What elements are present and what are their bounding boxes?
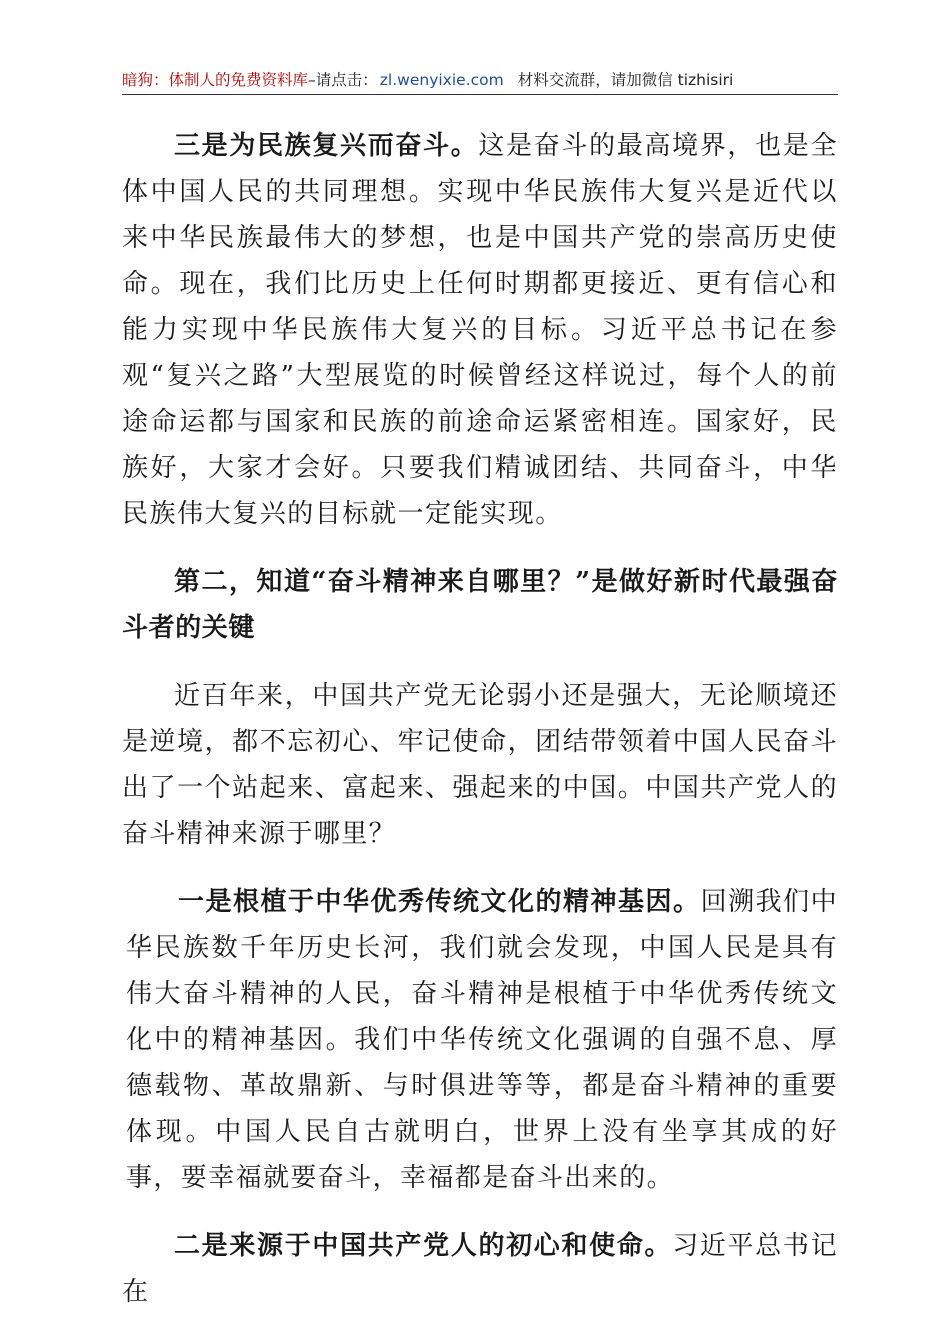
header-prompt-text: –请点击： bbox=[308, 71, 378, 89]
paragraph-lead-bold: 一是根植于中华优秀传统文化的精神基因。 bbox=[178, 887, 701, 917]
paragraph-text: 习近平总书记在 bbox=[122, 1231, 838, 1307]
section-heading: 第二，知道“奋斗精神来自哪里？”是做好新时代最强奋斗者的关键 bbox=[122, 567, 838, 643]
document-body bbox=[122, 123, 838, 1315]
paragraph-text: 近百年来，中国共产党无论弱小还是强大，无论顺境还是逆境，都不忘初心、牢记使命，团结带领着中国人民奋斗出了一个站起来、富起来、强起来的中国。中国共产党人的奋斗精神来源于哪里？ bbox=[122, 681, 838, 849]
header-group-text: 材料交流群，请加微信 tizhisiri bbox=[517, 71, 734, 89]
paragraph-national-rejuvenation bbox=[122, 123, 838, 537]
paragraph-traditional-culture bbox=[122, 879, 838, 1201]
paragraph-text: 回溯我们中华民族数千年历史长河，我们就会发现，中国人民是具有伟大奋斗精神的人民，奋斗精神是根植于中华优秀传统文化中的精神基因。我们中华传统文化强调的自强不息、厚德载物、革故鼎新、与时俱进等等，都是奋斗精神的重要体现。中国人民自古就明白，世界上没有坐享其成的好事，要幸福就要奋斗，幸福都是奋斗出来的。 bbox=[126, 887, 838, 1193]
paragraph-original-mission bbox=[122, 1223, 838, 1315]
paragraph-intro bbox=[122, 673, 838, 857]
paragraph-lead-bold: 二是来源于中国共产党人的初心和使命。 bbox=[174, 1231, 673, 1261]
paragraph-text: 这是奋斗的最高境界，也是全体中国人民的共同理想。实现中华民族伟大复兴是近代以来中华民族最伟大的梦想，也是中国共产党的崇高历史使命。现在，我们比历史上任何时期都更接近、更有信心和能力实现中华民族伟大复兴的目标。习近平总书记在参观“复兴之路”大型展览的时候曾经这样说过，每个人的前途命运都与国家和民族的前途命运紧密相连。国家好，民族好，大家才会好。只要我们精诚团结、共同奋斗，中华民族伟大复兴的目标就一定能实现。 bbox=[122, 131, 838, 529]
paragraph-lead-bold: 三是为民族复兴而奋斗。 bbox=[174, 131, 479, 161]
page-header bbox=[122, 68, 838, 95]
header-url-link[interactable]: zl.wenyixie.com bbox=[379, 71, 504, 89]
header-brand-text: 暗狗：体制人的免费资料库 bbox=[122, 71, 309, 89]
